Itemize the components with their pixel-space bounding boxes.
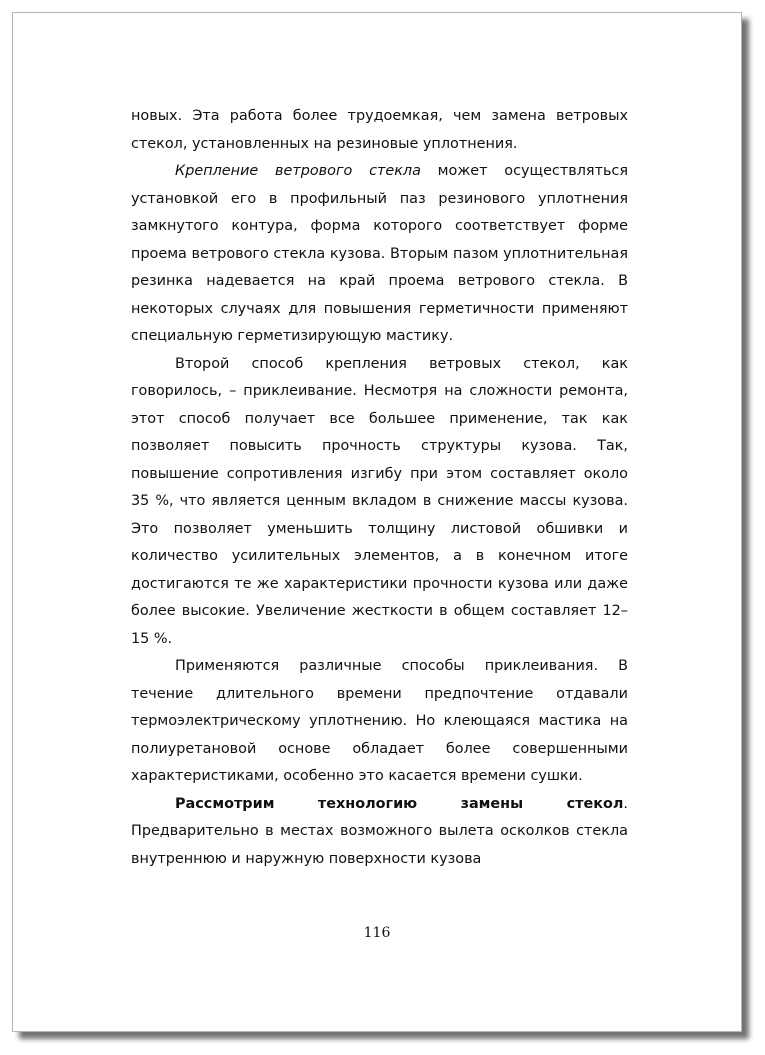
paragraph-2-text: может осуществляться установкой его в профильный паз резинового уплотнения замкнутого контура, форма которого соответствует форме проема ветрового стекла кузова. Вторым пазом уплотнительная резинка надевается на край проема ветрового стекла. В некоторых случаях для повышения герметичности применяют специальную герметизирующую мастику.: [131, 163, 628, 344]
document-page: [12, 12, 742, 1032]
bold-heading: Рассмотрим технологию замены стекол: [175, 795, 624, 812]
paragraph-4: Применяются различные способы приклеивания. В течение длительного времени предпочтение отдавали термоэлектрическому уплотнению. Но клеющаяся мастика на полиуретановой основе обладает более совершенными характеристиками, особенно это касается времени сушки.: [131, 658, 628, 784]
paragraph-3: Второй способ крепления ветровых стекол, как говорилось, – приклеивание. Несмотря на сложности ремонта, этот способ получает все большее применение, так как позволяет повысить прочность структуры кузова. Так, повышение сопротивления изгибу при этом составляет около 35 %, что является ценным вкладом в снижение массы кузова. Это позволяет уменьшить толщину листовой обшивки и количество усилительных элементов, а в конечном итоге достигаются те же характеристики прочности кузова или даже более высокие. Увеличение жесткости в общем составляет 12–15 %.: [131, 355, 628, 647]
italic-term: Крепление ветрового стекла: [175, 163, 421, 179]
paragraph-5: [131, 791, 628, 874]
page-number: 116: [363, 925, 391, 941]
paragraph-2: [131, 158, 628, 351]
paragraph-1: новых. Эта работа более трудоемкая, чем замена ветровых стекол, установленных на резиновые уплотнения.: [131, 108, 628, 152]
body-text: [131, 103, 628, 873]
paragraph-5-text: . Предварительно в местах возможного вылета осколков стекла внутреннюю и наружную поверхности кузова: [131, 795, 628, 867]
